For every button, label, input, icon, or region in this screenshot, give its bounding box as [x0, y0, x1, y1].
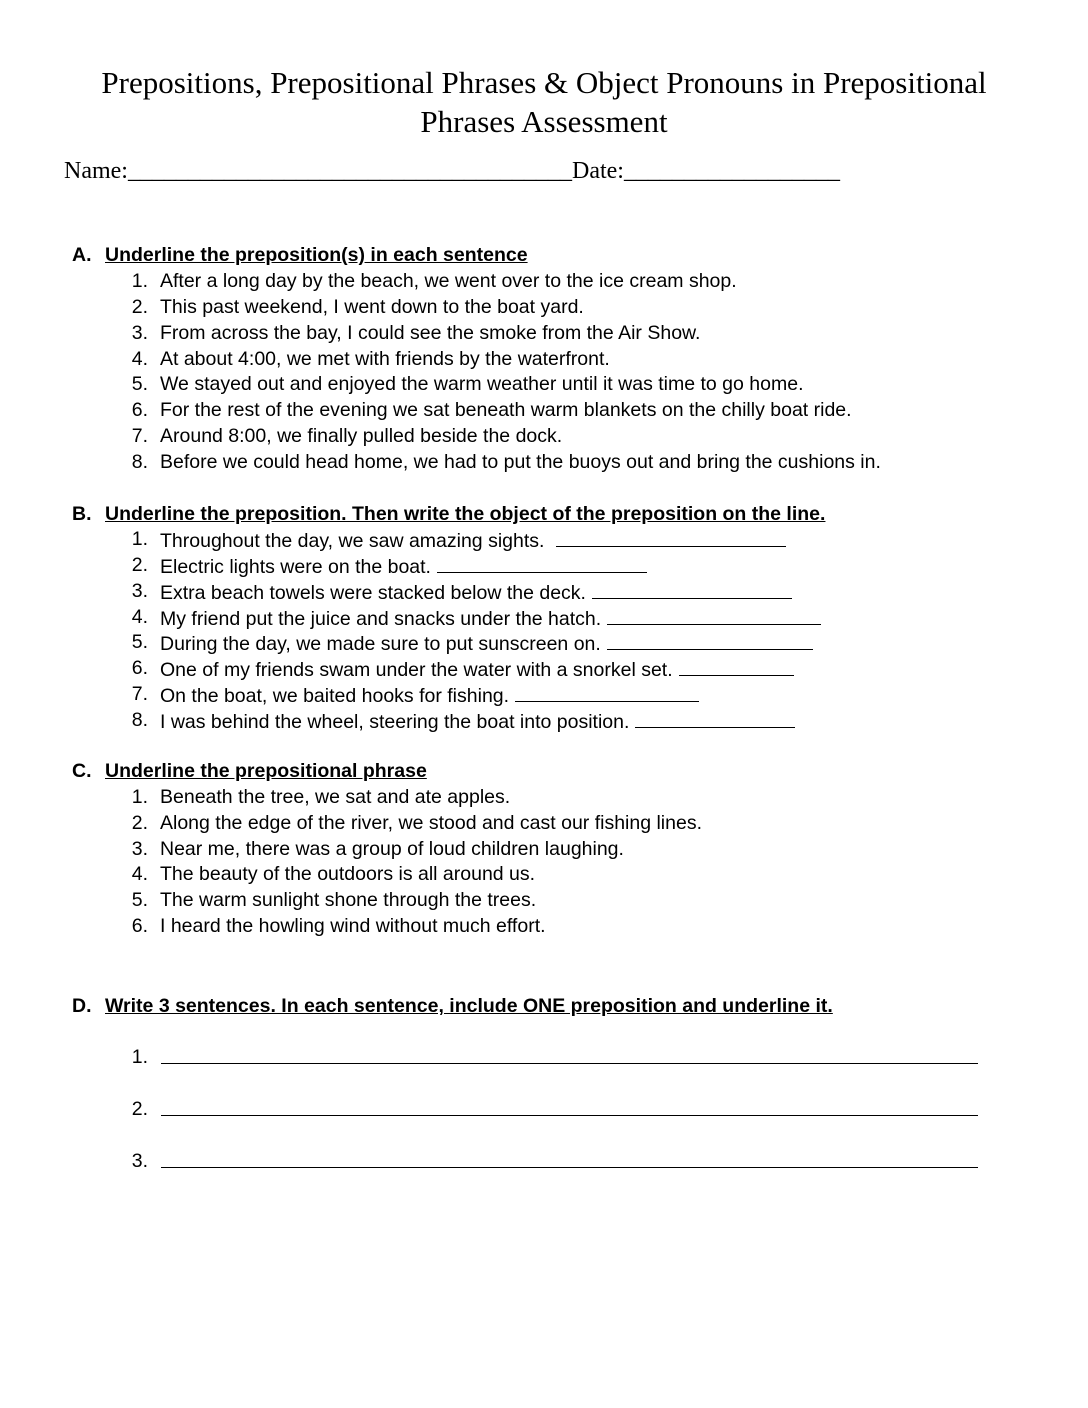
sentence: Extra beach towels were stacked below the deck. [160, 582, 586, 604]
section-instruction: Underline the preposition. Then write the object of the preposition on the line. [105, 503, 826, 525]
worksheet-title-line-2: Phrases Assessment [420, 104, 668, 139]
section-b-heading [72, 502, 825, 526]
item-text: Near me, there was a group of loud children laughing. [160, 838, 624, 860]
item-text [160, 682, 699, 708]
item-number: 5. [131, 889, 148, 911]
item-number: 2. [131, 296, 148, 318]
item-number: 6. [131, 657, 148, 679]
section-c-heading [72, 759, 427, 783]
answer-line[interactable] [161, 1115, 978, 1116]
name-date-row [64, 155, 840, 187]
sentence: Electric lights were on the boat. [160, 556, 431, 578]
answer-blank[interactable] [607, 605, 821, 625]
item-text: At about 4:00, we met with friends by the waterfront. [160, 348, 610, 370]
item-number: 7. [131, 425, 148, 447]
item-number: 1. [131, 786, 148, 808]
item-text: Along the edge of the river, we stood and cast our fishing lines. [160, 812, 703, 834]
item-number: 1. [131, 1046, 148, 1068]
sentence: My friend put the juice and snacks under the hatch. [160, 608, 602, 630]
item-text: The warm sunlight shone through the trees. [160, 889, 537, 911]
item-text: Around 8:00, we finally pulled beside the dock. [160, 425, 563, 447]
sentence: Throughout the day, we saw amazing sights. [160, 530, 545, 552]
section-d-heading [72, 994, 833, 1018]
sentence: On the boat, we baited hooks for fishing. [160, 685, 510, 707]
section-instruction: Write 3 sentences. In each sentence, include ONE preposition and underline it. [105, 995, 833, 1017]
item-text: After a long day by the beach, we went over to the ice cream shop. [160, 270, 737, 292]
item-number: 4. [131, 863, 148, 885]
item-text: I heard the howling wind without much effort. [160, 915, 546, 937]
item-number: 4. [131, 606, 148, 628]
section-letter: C. [72, 760, 92, 782]
item-number: 2. [131, 554, 148, 576]
date-label: Date: [571, 158, 624, 184]
worksheet-title-line-1: Prepositions, Prepositional Phrases & Object Pronouns in Prepositional [101, 65, 987, 100]
item-text [160, 527, 786, 553]
section-letter: B. [72, 503, 92, 525]
section-instruction: Underline the preposition(s) in each sentence [105, 244, 528, 266]
item-text: From across the bay, I could see the smoke from the Air Show. [160, 322, 701, 344]
item-text [160, 656, 794, 682]
item-number: 5. [131, 631, 148, 653]
section-instruction: Underline the prepositional phrase [105, 760, 427, 782]
item-number: 3. [131, 1150, 148, 1172]
item-text [160, 605, 821, 631]
item-text: We stayed out and enjoyed the warm weather until it was time to go home. [160, 373, 804, 395]
section-a-heading [72, 243, 528, 267]
item-text: This past weekend, I went down to the boat yard. [160, 296, 584, 318]
item-text [160, 708, 795, 734]
item-text [160, 553, 647, 579]
item-number: 3. [131, 838, 148, 860]
answer-blank[interactable] [437, 553, 647, 573]
answer-line[interactable] [161, 1167, 978, 1168]
item-number: 5. [131, 373, 148, 395]
item-text [160, 579, 792, 605]
sentence: I was behind the wheel, steering the boat into position. [160, 711, 630, 733]
sentence: One of my friends swam under the water with a snorkel set. [160, 659, 673, 681]
item-number: 3. [131, 580, 148, 602]
answer-blank[interactable] [592, 579, 792, 599]
answer-blank[interactable] [635, 708, 795, 728]
name-blank[interactable]: _____________________________________ [127, 158, 572, 184]
item-number: 6. [131, 399, 148, 421]
item-text: Before we could head home, we had to put the buoys out and bring the cushions in. [160, 451, 881, 473]
answer-blank[interactable] [607, 630, 813, 650]
item-number: 2. [131, 812, 148, 834]
answer-blank[interactable] [679, 656, 794, 676]
section-letter: A. [72, 244, 92, 266]
item-text: The beauty of the outdoors is all around us. [160, 863, 536, 885]
section-letter: D. [72, 995, 92, 1017]
item-number: 4. [131, 348, 148, 370]
sentence: During the day, we made sure to put sunscreen on. [160, 633, 601, 655]
item-number: 8. [131, 451, 148, 473]
answer-line[interactable] [161, 1063, 978, 1064]
item-text [160, 630, 813, 656]
item-number: 8. [131, 709, 148, 731]
item-number: 7. [131, 683, 148, 705]
date-blank[interactable]: __________________ [623, 158, 840, 184]
item-text: For the rest of the evening we sat beneath warm blankets on the chilly boat ride. [160, 399, 852, 421]
item-number: 1. [131, 528, 148, 550]
name-label: Name: [64, 158, 128, 184]
item-number: 1. [131, 270, 148, 292]
answer-blank[interactable] [515, 682, 699, 702]
item-number: 2. [131, 1098, 148, 1120]
item-number: 3. [131, 322, 148, 344]
answer-blank[interactable] [556, 527, 786, 547]
item-text: Beneath the tree, we sat and ate apples. [160, 786, 511, 808]
item-number: 6. [131, 915, 148, 937]
